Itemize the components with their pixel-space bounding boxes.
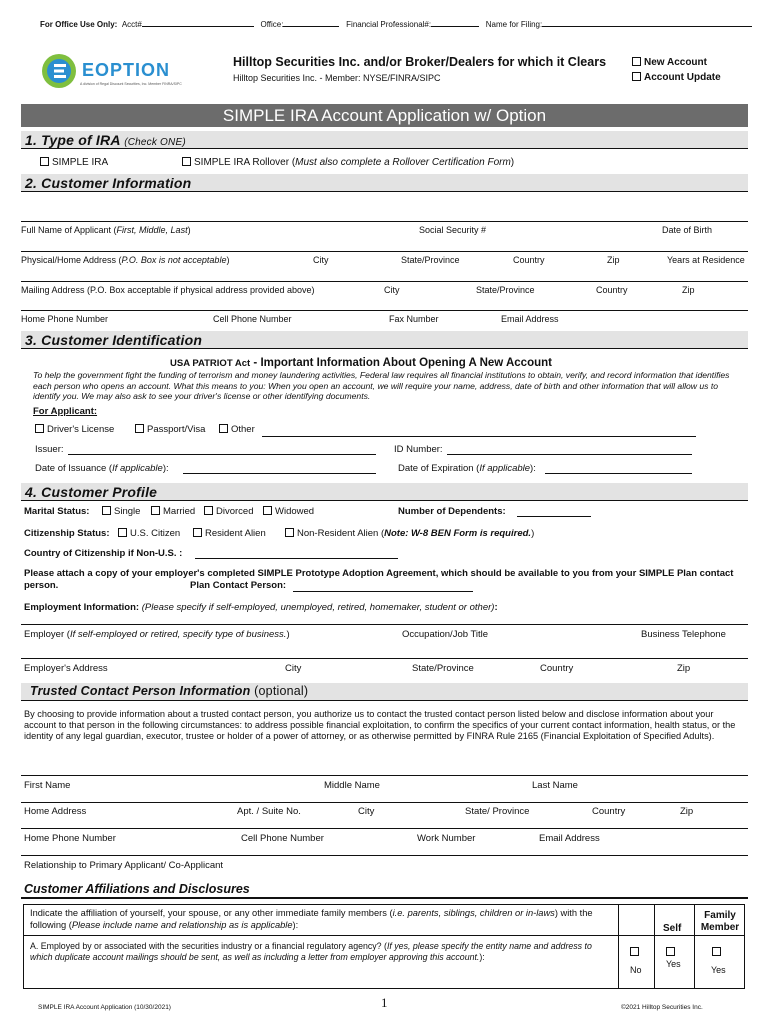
drivers-license-option[interactable]: Driver's License	[35, 424, 114, 435]
apt-label: Apt. / Suite No.	[237, 806, 301, 817]
footer-form-name: SIMPLE IRA Account Application (10/30/2021)	[38, 1004, 171, 1011]
resident-alien-option[interactable]: Resident Alien	[193, 528, 266, 539]
marital-status-label: Marital Status:	[24, 506, 90, 517]
divider	[21, 221, 748, 222]
yes-label: Yes	[666, 959, 681, 969]
other-id-field[interactable]	[262, 436, 696, 437]
attach-agreement-note: Please attach a copy of your employer's completed SIMPLE Prototype Adoption Agreement, which should be available to you from your SIMPLE Plan contact person.	[24, 568, 734, 591]
checkbox-icon[interactable]	[118, 528, 127, 537]
divider	[23, 935, 745, 936]
city-label: City	[285, 663, 302, 674]
fin-pro-field[interactable]	[431, 26, 479, 27]
passport-option[interactable]: Passport/Visa	[135, 424, 205, 435]
office-use-line	[40, 20, 752, 29]
country-citizenship-field[interactable]	[195, 558, 398, 559]
yes-label: Yes	[711, 965, 726, 975]
simple-ira-option[interactable]: SIMPLE IRA	[40, 157, 108, 168]
checkbox-icon[interactable]	[632, 57, 641, 66]
logo-tagline: A division of Regal Discount Securities, Inc. Member FINRA/SIPC	[80, 82, 182, 86]
account-update-option[interactable]: Account Update	[632, 72, 721, 83]
divider	[21, 775, 748, 776]
eoption-logo	[40, 52, 190, 94]
name-filing-label: Name for Filing:	[485, 20, 543, 29]
country-label: Country	[592, 806, 626, 817]
single-option[interactable]: Single	[102, 506, 140, 517]
email-label: Email Address	[539, 833, 600, 844]
checkbox-icon[interactable]	[263, 506, 272, 515]
physical-address-label: Physical/Home Address (P.O. Box is not acceptable)	[21, 255, 230, 265]
home-address-label: Home Address	[24, 806, 87, 817]
checkbox-icon[interactable]	[666, 947, 675, 956]
state-label: State/Province	[476, 285, 535, 295]
page-number: 1	[381, 995, 388, 1010]
ssn-label: Social Security #	[419, 225, 487, 235]
plan-contact-field[interactable]	[293, 591, 473, 592]
section-3-header: 3. Customer Identification	[21, 331, 748, 349]
self-column-header: Self	[663, 923, 682, 934]
cell-phone-label: Cell Phone Number	[241, 833, 324, 844]
family-column-header: Family Member	[700, 910, 740, 933]
divider	[21, 658, 748, 659]
section-2-header: 2. Customer Information	[21, 174, 748, 192]
employer-label: Employer (If self-employed or retired, specify type of business.)	[24, 629, 290, 640]
trusted-contact-header: Trusted Contact Person Information (optional)	[21, 683, 748, 701]
trusted-contact-text: By choosing to provide information about a trusted contact person, you authorize us to contact the trusted contact person listed below and disclose information about your account to that person in the following circumstances: to address possible financial exploitation, to confirm the specifics of your current contact information, health status, or the identity of any legal guardian, executor, trustee or holder of a power of attorney, or as otherwise permitted by FINRA Rule 2165 (Financial Exploitation of Specified Adults).	[24, 709, 736, 741]
widowed-option[interactable]: Widowed	[263, 506, 314, 517]
section-4-header: 4. Customer Profile	[21, 483, 748, 501]
office-label: Office:	[260, 20, 284, 29]
section-1-header: 1. Type of IRA (Check ONE)	[21, 131, 748, 149]
question-a-no-checkbox[interactable]	[630, 942, 642, 960]
divider	[21, 897, 748, 899]
question-a-self-yes-checkbox[interactable]	[666, 942, 678, 960]
home-phone-label: Home Phone Number	[24, 833, 116, 844]
patriot-act-heading: USA PATRIOT Act - Important Information About Opening A New Account	[170, 357, 552, 369]
zip-label: Zip	[677, 663, 691, 674]
non-resident-option[interactable]: Non-Resident Alien (Note: W-8 BEN Form is required.)	[285, 528, 534, 539]
for-applicant-label: For Applicant:	[33, 406, 98, 417]
affiliations-intro: Indicate the affiliation of yourself, your spouse, or any other immediate family members (i.e. parents, siblings, children or in-laws) with the following (Please include name and relationship as is applicable):	[30, 908, 593, 930]
checkbox-icon[interactable]	[712, 947, 721, 956]
years-residence-label: Years at Residence	[667, 255, 745, 265]
other-id-option[interactable]: Other	[219, 424, 255, 435]
email-label: Email Address	[501, 314, 559, 324]
footer-copyright: ©2021 Hilltop Securities Inc.	[621, 1004, 703, 1011]
checkbox-icon[interactable]	[285, 528, 294, 537]
office-field[interactable]	[283, 26, 339, 27]
us-citizen-option[interactable]: U.S. Citizen	[118, 528, 180, 539]
id-number-field[interactable]	[447, 454, 692, 455]
zip-label: Zip	[682, 285, 695, 295]
fax-label: Fax Number	[389, 314, 439, 324]
issuer-label: Issuer:	[35, 444, 64, 455]
id-number-label: ID Number:	[394, 444, 443, 455]
country-label: Country	[540, 663, 574, 674]
divider	[694, 904, 695, 989]
middle-name-label: Middle Name	[324, 780, 380, 791]
checkbox-icon[interactable]	[182, 157, 191, 166]
state-label: State/ Province	[465, 806, 530, 817]
patriot-act-text: To help the government fight the funding of terrorism and money laundering activities, Federal law requires all financial institutions to obtain, verify, and record information that identifies each person who opens an account. What this means to you: When you open an account, we will require your name, address, date of birth and other information that will allow us to identify you. We may also ask to see your driver's license or other identifying documents.	[33, 370, 730, 401]
country-citizenship-label: Country of Citizenship if Non-U.S. :	[24, 548, 183, 559]
business-phone-label: Business Telephone	[641, 629, 726, 640]
office-use-label: For Office Use Only:	[40, 20, 118, 29]
date-issuance-field[interactable]	[183, 473, 376, 474]
zip-label: Zip	[607, 255, 620, 265]
city-label: City	[313, 255, 329, 265]
citizenship-label: Citizenship Status:	[24, 528, 110, 539]
simple-ira-rollover-option[interactable]: SIMPLE IRA Rollover (Must also complete a Rollover Certification Form)	[182, 157, 514, 168]
employer-address-label: Employer's Address	[24, 663, 108, 674]
work-number-label: Work Number	[417, 833, 476, 844]
dependents-label: Number of Dependents:	[398, 506, 506, 517]
last-name-label: Last Name	[532, 780, 578, 791]
dependents-field[interactable]	[517, 516, 591, 517]
affiliations-title: Customer Affiliations and Disclosures	[24, 882, 250, 896]
checkbox-icon[interactable]	[151, 506, 160, 515]
new-account-option[interactable]: New Account	[632, 57, 707, 68]
city-label: City	[358, 806, 375, 817]
acct-label: Acct#	[121, 20, 142, 29]
question-a-family-yes-checkbox[interactable]	[712, 942, 724, 960]
divider	[21, 310, 748, 311]
divider	[21, 251, 748, 252]
checkbox-icon[interactable]	[632, 72, 641, 81]
cell-phone-label: Cell Phone Number	[213, 314, 292, 324]
firm-sub: Hilltop Securities Inc. - Member: NYSE/FINRA/SIPC	[233, 73, 441, 83]
zip-label: Zip	[680, 806, 694, 817]
plan-contact-label: Plan Contact Person:	[190, 580, 287, 591]
divider	[654, 904, 655, 989]
issuer-field[interactable]	[68, 454, 376, 455]
dob-label: Date of Birth	[662, 225, 713, 235]
checkbox-icon[interactable]	[135, 424, 144, 433]
divider	[21, 802, 748, 803]
checkbox-icon[interactable]	[40, 157, 49, 166]
date-expiration-field[interactable]	[545, 473, 692, 474]
name-filing-field[interactable]	[542, 26, 752, 27]
state-label: State/Province	[401, 255, 460, 265]
home-phone-label: Home Phone Number	[21, 314, 109, 324]
divider	[21, 281, 748, 282]
page-title: SIMPLE IRA Account Application w/ Option	[21, 104, 748, 127]
married-option[interactable]: Married	[151, 506, 195, 517]
divider	[21, 828, 748, 829]
date-expiration-label: Date of Expiration (If applicable):	[398, 463, 536, 474]
country-label: Country	[596, 285, 628, 295]
question-a: A. Employed by or associated with the securities industry or a financial regulatory agency? (If yes, please specify the entity name and address to which duplicate account mailings should be sent, as well as including a letter from employer approving this account.):	[30, 941, 592, 962]
occupation-label: Occupation/Job Title	[402, 629, 489, 640]
mailing-address-label: Mailing Address (P.O. Box acceptable if physical address provided above)	[21, 285, 315, 295]
state-label: State/Province	[412, 663, 474, 674]
checkbox-icon[interactable]	[102, 506, 111, 515]
country-label: Country	[513, 255, 545, 265]
checkbox-icon[interactable]	[193, 528, 202, 537]
no-label: No	[630, 965, 642, 975]
city-label: City	[384, 285, 400, 295]
divider	[618, 904, 619, 989]
checkbox-icon[interactable]	[35, 424, 44, 433]
divider	[21, 855, 748, 856]
checkbox-icon[interactable]	[630, 947, 639, 956]
divider	[21, 624, 748, 625]
acct-field[interactable]	[142, 26, 254, 27]
checkbox-icon[interactable]	[204, 506, 213, 515]
checkbox-icon[interactable]	[219, 424, 228, 433]
first-name-label: First Name	[24, 780, 71, 791]
employment-info-label: Employment Information: (Please specify if self-employed, unemployed, retired, homemaker, student or other):	[24, 602, 498, 613]
logo-text: EOPTION	[82, 60, 171, 80]
firm-name: Hilltop Securities Inc. and/or Broker/Dealers for which it Clears	[233, 55, 607, 69]
fin-pro-label: Financial Professional#:	[346, 20, 432, 29]
relationship-label: Relationship to Primary Applicant/ Co-Applicant	[24, 860, 224, 871]
full-name-label: Full Name of Applicant (First, Middle, Last)	[21, 225, 191, 235]
divorced-option[interactable]: Divorced	[204, 506, 254, 517]
date-issuance-label: Date of Issuance (If applicable):	[35, 463, 169, 474]
